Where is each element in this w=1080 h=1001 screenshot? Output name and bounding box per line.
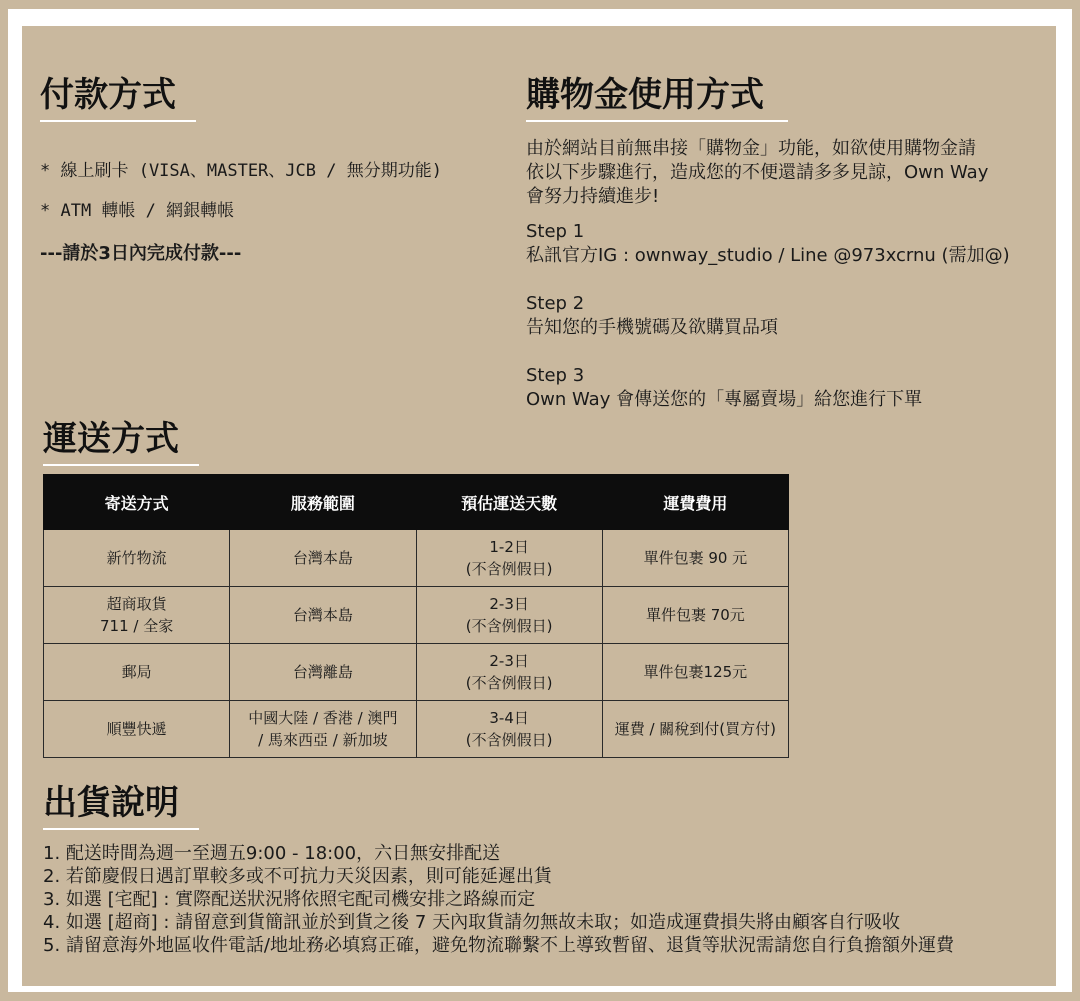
credit-intro — [526, 137, 1054, 209]
step-title: Step 3 — [526, 365, 585, 386]
table-cell: 郵局 — [44, 644, 230, 701]
shipping-table — [43, 474, 789, 758]
table-cell: 台灣本島 — [230, 530, 416, 587]
list-item: 1. 配送時間為週一至週五9:00 - 18:00，六日無安排配送 — [43, 843, 501, 864]
table-cell: 2-3日 (不含例假日) — [416, 644, 602, 701]
column-header-area: 服務範圍 — [230, 475, 416, 530]
payment-deadline-note: ---請於3日內完成付款--- — [40, 243, 242, 264]
table-cell: 超商取貨 711 / 全家 — [44, 587, 230, 644]
step-text: 告知您的手機號碼及欲購買品項 — [526, 317, 778, 338]
payment-item-atm: * ATM 轉帳 / 網銀轉帳 — [40, 201, 235, 221]
step-text: 私訊官方IG : ownway_studio / Line @973xcrnu (需加@) — [526, 245, 1010, 266]
table-cell: 順豐快遞 — [44, 701, 230, 758]
payment-item-credit-card: * 線上刷卡 (VISA、MASTER、JCB / 無分期功能) — [40, 161, 442, 181]
credit-intro-line: 由於網站目前無串接「購物金」功能，如欲使用購物金請 — [526, 138, 976, 159]
step-title: Step 2 — [526, 293, 585, 314]
table-header-row — [44, 475, 789, 530]
table-cell: 3-4日 (不含例假日) — [416, 701, 602, 758]
table-cell: 1-2日 (不含例假日) — [416, 530, 602, 587]
table-row — [44, 644, 789, 701]
table-row — [44, 530, 789, 587]
table-cell: 運費 / 關稅到付(買方付) — [602, 701, 788, 758]
table-cell: 單件包裹125元 — [602, 644, 788, 701]
notes-list — [43, 842, 1055, 957]
credit-step-2 — [526, 292, 1054, 340]
table-cell: 中國大陸 / 香港 / 澳門 / 馬來西亞 / 新加坡 — [230, 701, 416, 758]
credit-intro-line: 會努力持續進步! — [526, 186, 660, 207]
list-item: 4. 如選 [超商] : 請留意到貨簡訊並於到貨之後 7 天內取貨請勿無故未取；如造成運費損失將由顧客自行吸收 — [43, 912, 901, 933]
table-cell: 台灣本島 — [230, 587, 416, 644]
step-title: Step 1 — [526, 221, 585, 242]
shipping-heading: 運送方式 — [43, 422, 199, 466]
table-cell: 單件包裹 90 元 — [602, 530, 788, 587]
list-item: 2. 若節慶假日遇訂單較多或不可抗力天災因素，則可能延遲出貨 — [43, 866, 552, 887]
table-row — [44, 701, 789, 758]
column-header-method: 寄送方式 — [44, 475, 230, 530]
table-row — [44, 587, 789, 644]
column-header-fee: 運費費用 — [602, 475, 788, 530]
payment-heading: 付款方式 — [40, 78, 196, 122]
list-item: 5. 請留意海外地區收件電話/地址務必填寫正確，避免物流聯繫不上導致暫留、退貨等狀況需請您自行負擔額外運費 — [43, 935, 954, 956]
table-cell: 2-3日 (不含例假日) — [416, 587, 602, 644]
column-header-days: 預估運送天數 — [416, 475, 602, 530]
credit-heading: 購物金使用方式 — [526, 78, 788, 122]
table-cell: 台灣離島 — [230, 644, 416, 701]
step-text: Own Way 會傳送您的「專屬賣場」給您進行下單 — [526, 389, 923, 410]
credit-step-1 — [526, 220, 1054, 268]
notes-heading: 出貨說明 — [43, 786, 199, 830]
credit-step-3 — [526, 364, 1054, 412]
table-cell: 新竹物流 — [44, 530, 230, 587]
credit-intro-line: 依以下步驟進行，造成您的不便還請多多見諒，Own Way — [526, 162, 989, 183]
list-item: 3. 如選 [宅配] : 實際配送狀況將依照宅配司機安排之路線而定 — [43, 889, 536, 910]
table-cell: 單件包裹 70元 — [602, 587, 788, 644]
